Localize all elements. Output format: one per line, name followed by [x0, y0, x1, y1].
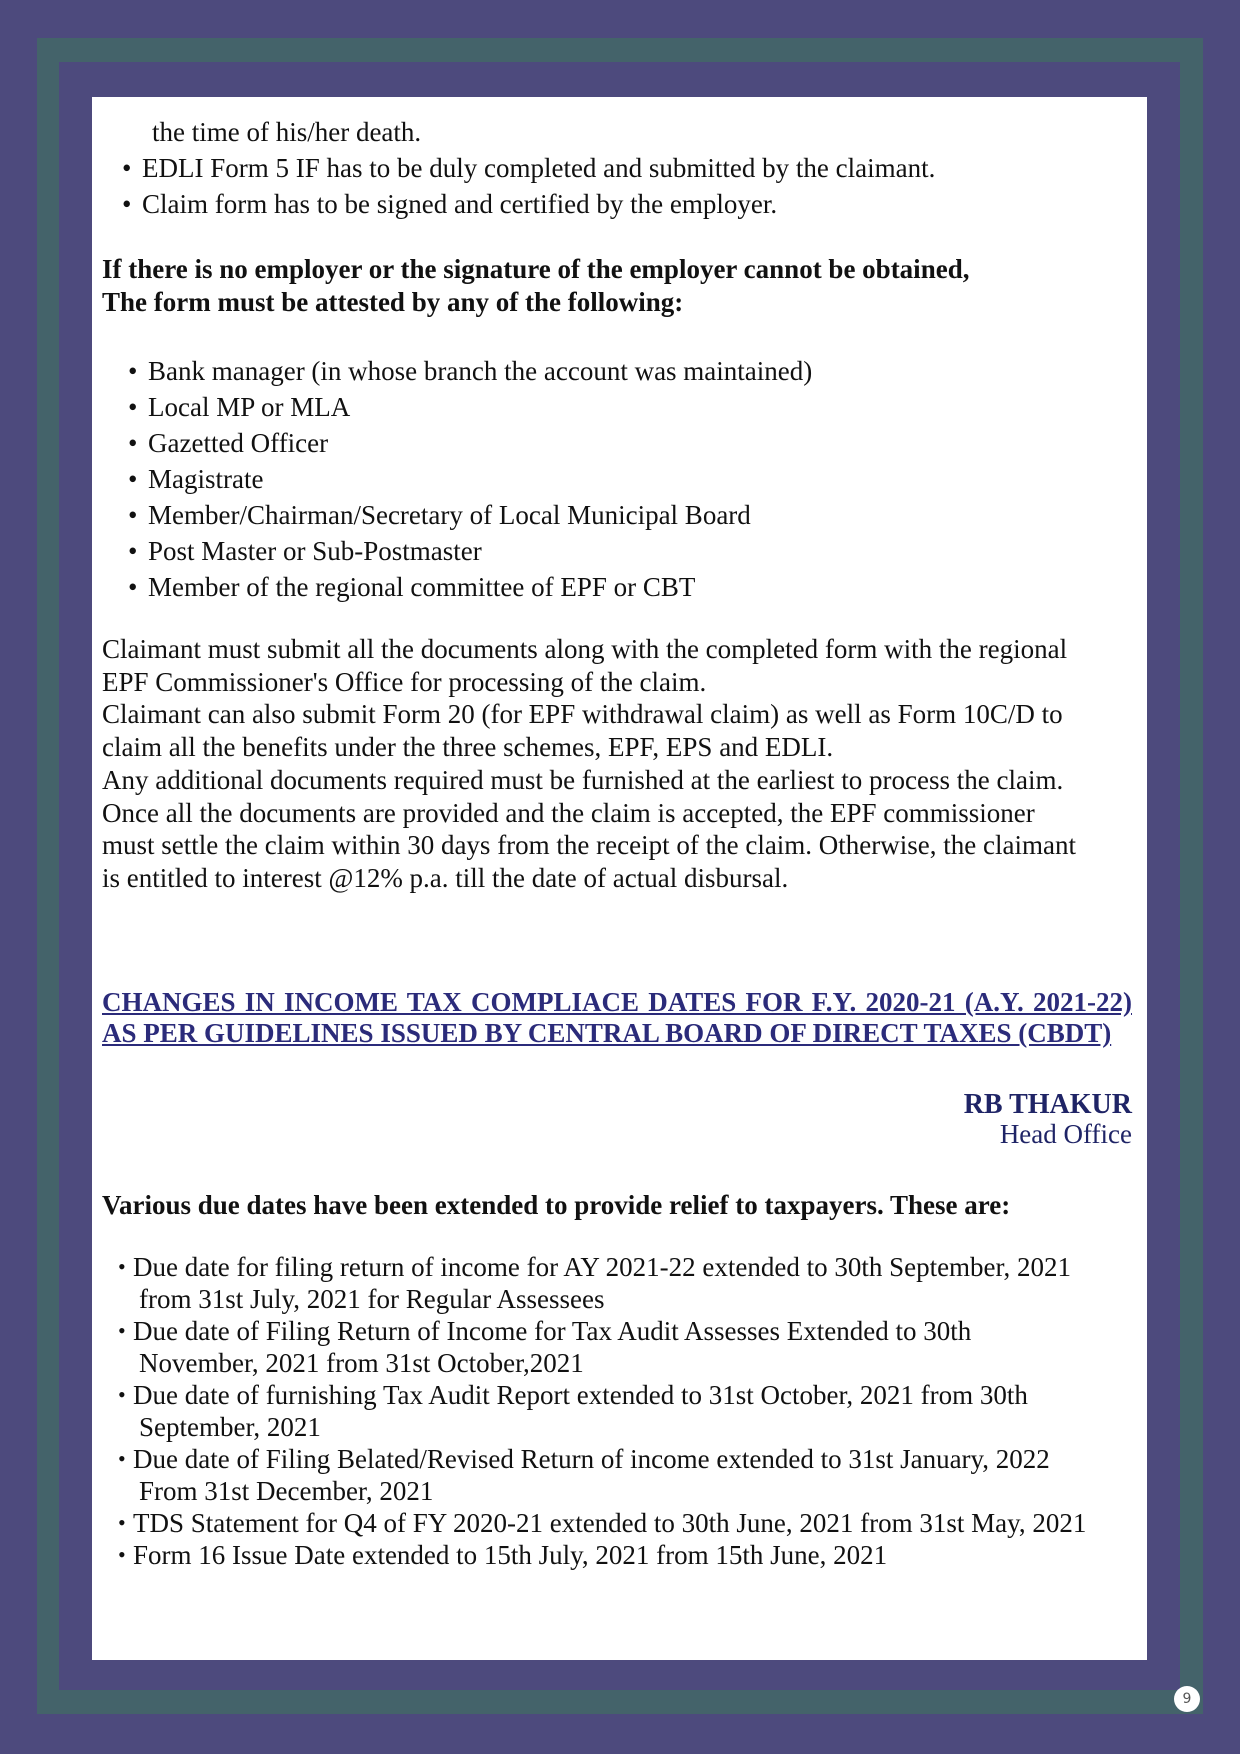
- paragraph-line: claim all the benefits under the three schemes, EPF, EPS and EDLI.: [102, 732, 834, 763]
- list-item: [102, 1251, 1132, 1315]
- paragraph-line: must settle the claim within 30 days from the receipt of the claim. Otherwise, the claimant: [102, 830, 1076, 861]
- author-office: Head Office: [999, 1119, 1132, 1149]
- list-item-line: Due date of Filing Belated/Revised Return of income extended to 31st January, 2022: [133, 1444, 1050, 1474]
- list-item-line: Form 16 Issue Date extended to 15th July, 2021 from 15th June, 2021: [133, 1540, 888, 1570]
- list-item: [102, 1443, 1132, 1507]
- list-item-line: Due date of furnishing Tax Audit Report extended to 31st October, 2021 from 30th: [133, 1380, 1028, 1410]
- list-item-line: September, 2021: [139, 1412, 321, 1442]
- page-number-badge: 9: [1174, 1686, 1200, 1712]
- paragraph-line: Claimant can also submit Form 20 (for EPF withdrawal claim) as well as Form 10C/D to: [102, 699, 1063, 730]
- claim-paragraph: [102, 633, 1132, 895]
- list-item: • Bank manager (in whose branch the account was maintained): [148, 353, 1178, 389]
- article-intro: Various due dates have been extended to provide relief to taxpayers. These are:: [102, 1190, 1011, 1220]
- author-block: [102, 1090, 1132, 1148]
- continuation-text: the time of his/her death.: [152, 117, 422, 147]
- list-item: • Magistrate: [148, 461, 1178, 497]
- list-item-line: TDS Statement for Q4 of FY 2020-21 extended to 30th June, 2021 from 31st May, 2021: [133, 1508, 1087, 1538]
- list-item: [102, 1507, 1132, 1539]
- list-item: • Claim form has to be signed and certified by the employer.: [142, 186, 1132, 222]
- continuation-bullet-list: [102, 150, 1132, 222]
- list-item-line: From 31st December, 2021: [139, 1476, 434, 1506]
- attestation-heading: [102, 253, 1132, 319]
- list-item-line: from 31st July, 2021 for Regular Assessees: [139, 1284, 605, 1314]
- document-page: [92, 97, 1147, 1660]
- paragraph-line: Any additional documents required must be furnished at the earliest to process the claim.: [102, 764, 1064, 795]
- paragraph-line: Claimant must submit all the documents along with the completed form with the regional: [102, 634, 1068, 664]
- list-item-line: November, 2021 from 31st October,2021: [139, 1348, 584, 1378]
- list-item: [102, 1379, 1132, 1443]
- attestation-heading-line: If there is no employer or the signature of the employer cannot be obtained,: [102, 254, 970, 284]
- list-item: • EDLI Form 5 IF has to be duly completed and submitted by the claimant.: [142, 150, 1132, 186]
- list-item: • Member of the regional committee of EPF or CBT: [148, 569, 1178, 605]
- attestation-heading-line: The form must be attested by any of the following:: [102, 287, 684, 317]
- list-item: • Local MP or MLA: [148, 389, 1178, 425]
- paragraph-line: is entitled to interest @12% p.a. till the date of actual disbursal.: [102, 862, 789, 893]
- list-item: • Gazetted Officer: [148, 425, 1178, 461]
- list-item-line: Due date for filing return of income for AY 2021-22 extended to 30th September, 2021: [133, 1252, 1071, 1282]
- list-item: [102, 1315, 1132, 1379]
- paragraph-line: Once all the documents are provided and the claim is accepted, the EPF commissioner: [102, 797, 1035, 828]
- due-dates-list: [102, 1251, 1132, 1571]
- attestation-list: [102, 353, 1178, 605]
- paragraph-line: EPF Commissioner's Office for processing of the claim.: [102, 666, 707, 697]
- list-item-line: Due date of Filing Return of Income for Tax Audit Assesses Extended to 30th: [133, 1316, 972, 1346]
- list-item: • Post Master or Sub-Postmaster: [148, 533, 1178, 569]
- continuation-section: [102, 114, 1132, 222]
- article-title: CHANGES IN INCOME TAX COMPLIACE DATES FOR F.Y. 2020-21 (A.Y. 2021-22) AS PER GUIDELINES ISSUED BY CENTRAL BOARD OF DIRECT TAXES (CBDT): [102, 987, 1132, 1048]
- list-item: [102, 1539, 1132, 1571]
- list-item: • Member/Chairman/Secretary of Local Municipal Board: [148, 497, 1178, 533]
- author-name: RB THAKUR: [963, 1089, 1132, 1120]
